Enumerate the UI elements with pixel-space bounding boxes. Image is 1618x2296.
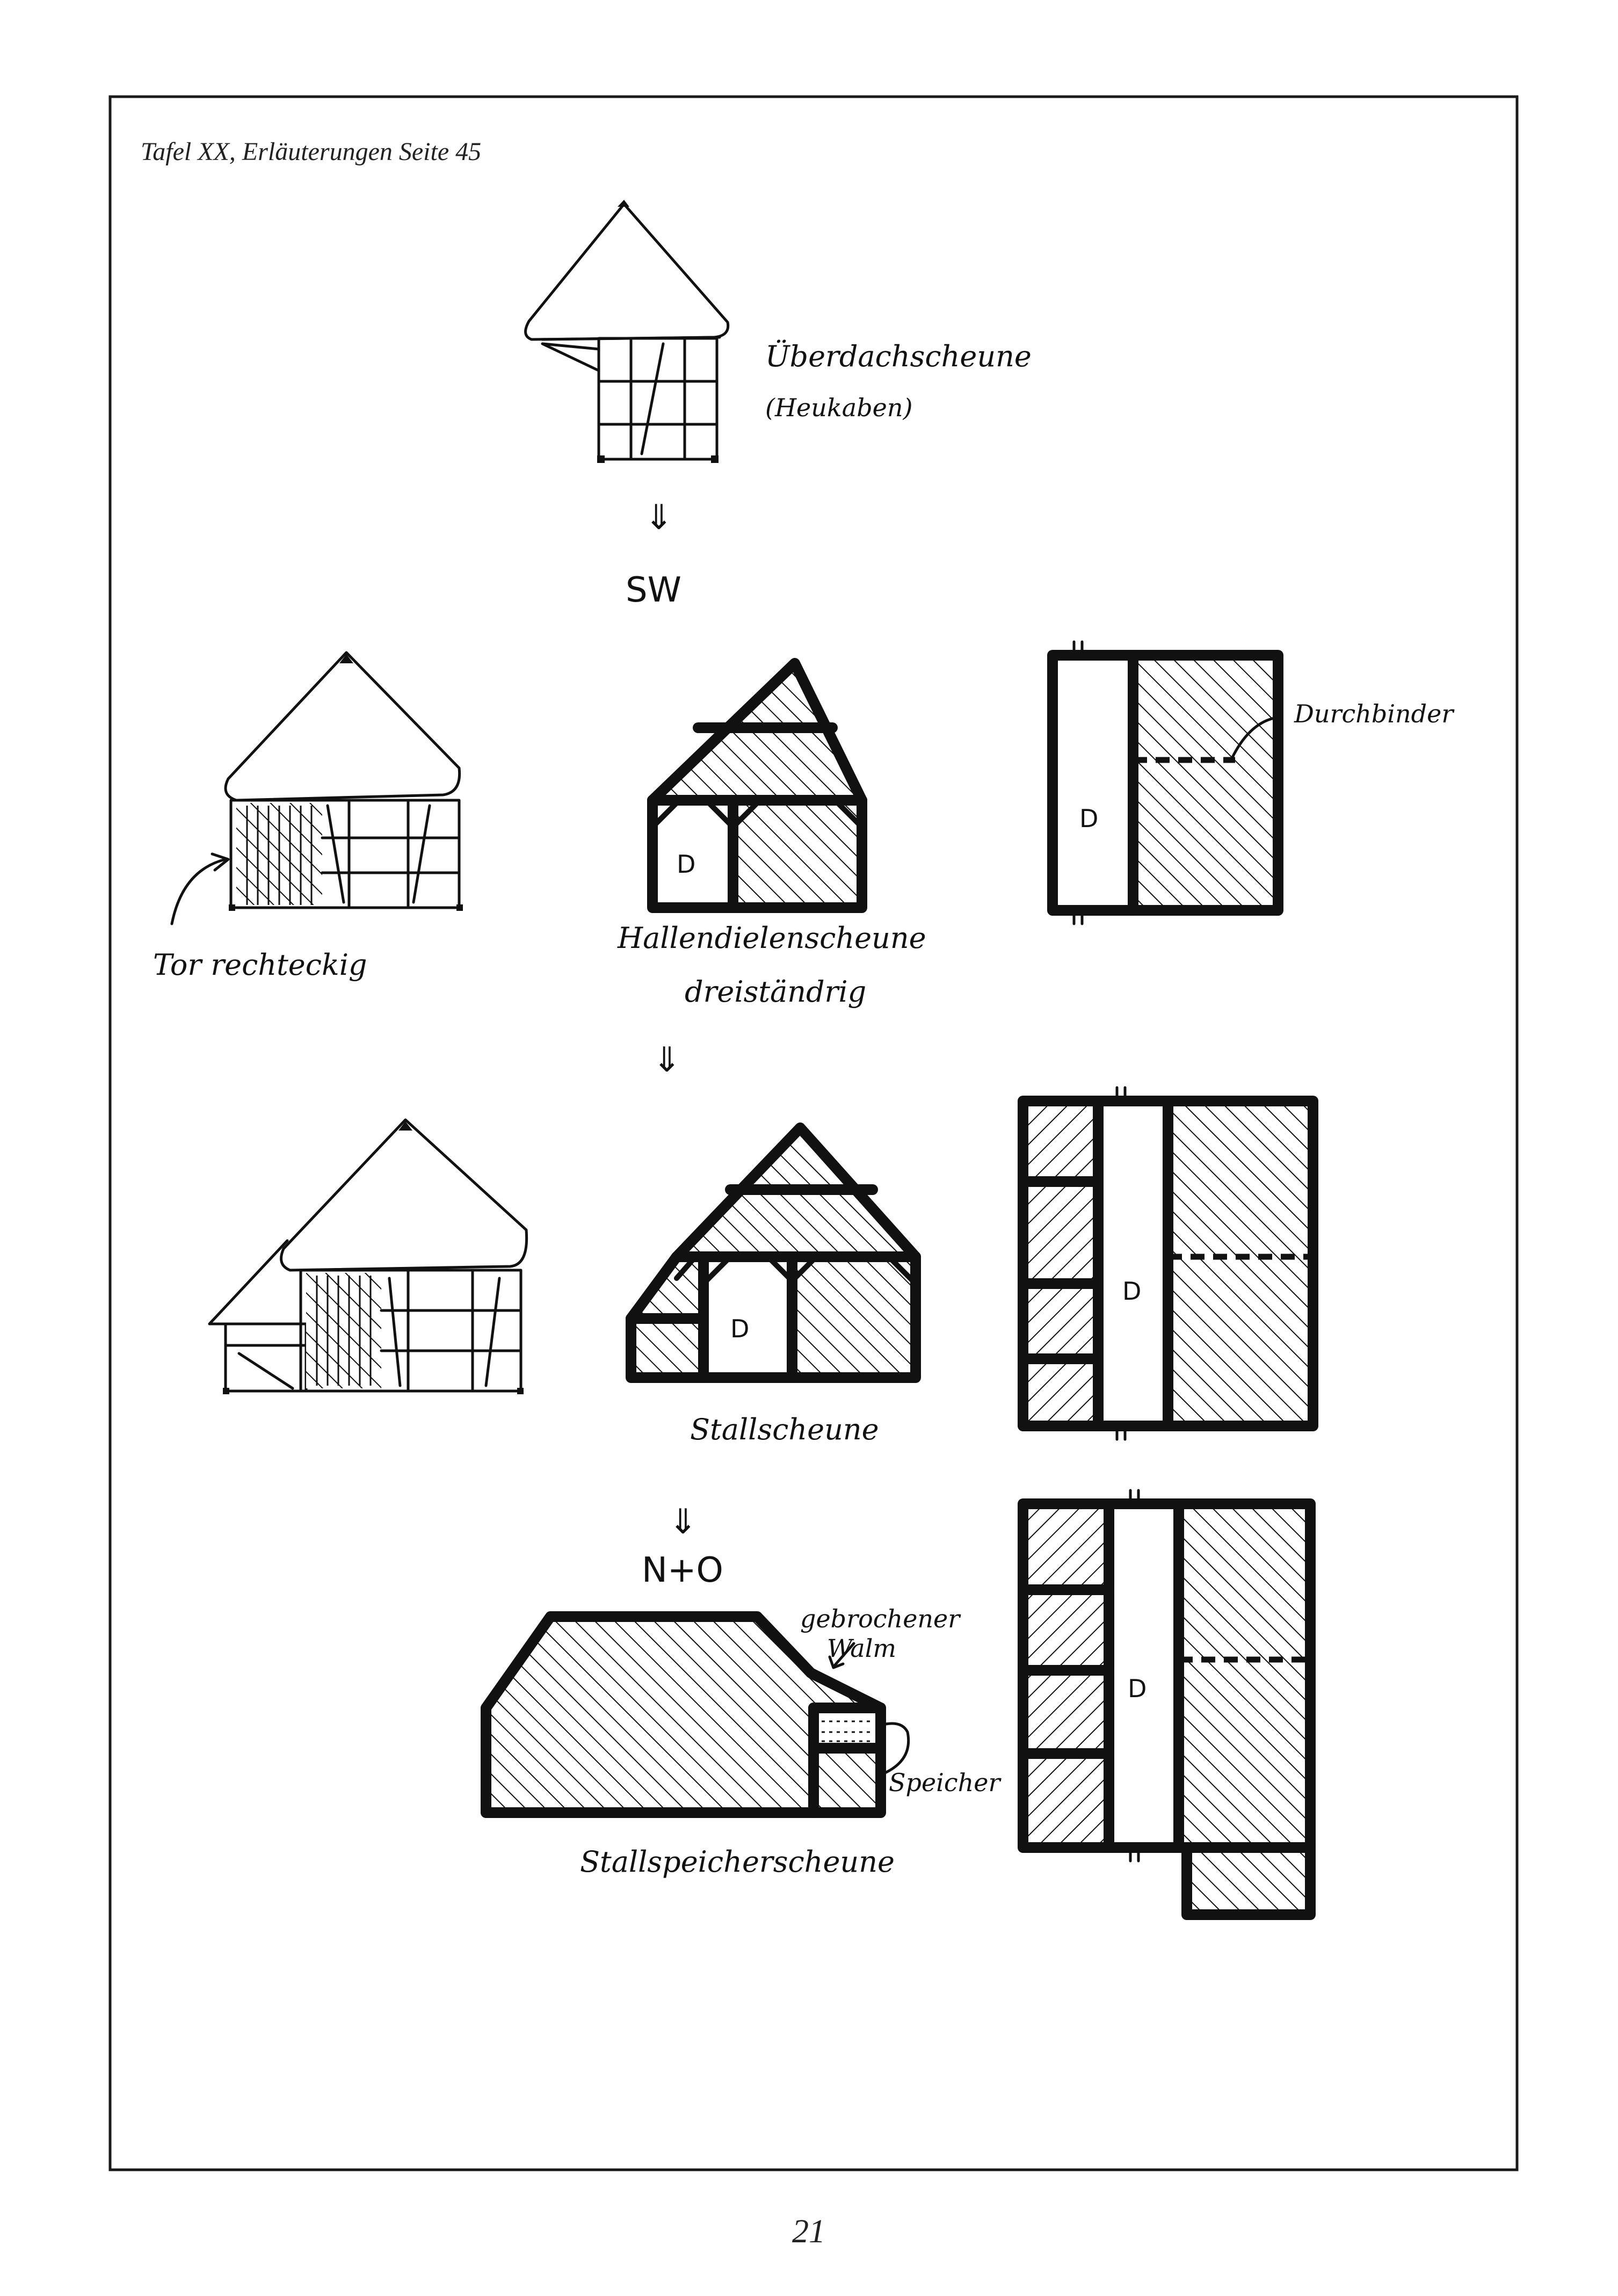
hallendielen-plan-drawing bbox=[1053, 642, 1281, 924]
label-hallendielenscheune: Hallendielenscheune bbox=[618, 921, 926, 955]
label-ueberdachscheune: Überdachscheune bbox=[765, 339, 1032, 373]
plate-caption: Tafel XX, Erläuterungen Seite 45 bbox=[141, 137, 482, 166]
label-stallscheune: Stallscheune bbox=[690, 1413, 879, 1446]
stallscheune-perspective-drawing bbox=[209, 1120, 527, 1394]
arrow-3: ⇓ bbox=[669, 1502, 698, 1542]
label-region-sw: SW bbox=[626, 570, 681, 610]
label-tor-rechteckig: Tor rechteckig bbox=[153, 948, 367, 982]
hallendielen-perspective-drawing bbox=[226, 653, 463, 911]
label-gebrochener: gebrochener bbox=[800, 1604, 960, 1633]
label-region-no: N+O bbox=[642, 1551, 723, 1590]
arrow-2: ⇓ bbox=[652, 1040, 681, 1080]
diele-label-4: D bbox=[1122, 1277, 1142, 1306]
label-walm: Walm bbox=[827, 1634, 897, 1663]
diele-label-2: D bbox=[1079, 804, 1099, 833]
diele-label-5: D bbox=[1128, 1674, 1147, 1703]
label-heukaben: (Heukaben) bbox=[765, 393, 913, 422]
label-stallspeicherscheune: Stallspeicherscheune bbox=[580, 1845, 895, 1879]
diele-label-3: D bbox=[730, 1314, 750, 1343]
stallscheune-plan-drawing bbox=[1023, 1088, 1313, 1439]
diele-label-1: D bbox=[677, 850, 696, 879]
label-speicher: Speicher bbox=[889, 1768, 1000, 1797]
arrow-1: ⇓ bbox=[644, 498, 673, 538]
page-number: 21 bbox=[792, 2213, 825, 2250]
stallspeicherscheune-plan-drawing bbox=[1023, 1490, 1310, 1915]
stallscheune-section-drawing bbox=[631, 1128, 916, 1378]
label-durchbinder: Durchbinder bbox=[1294, 699, 1454, 728]
label-dreistaendrig: dreiständrig bbox=[685, 975, 867, 1009]
ueberdach-scheune-drawing bbox=[526, 200, 728, 463]
